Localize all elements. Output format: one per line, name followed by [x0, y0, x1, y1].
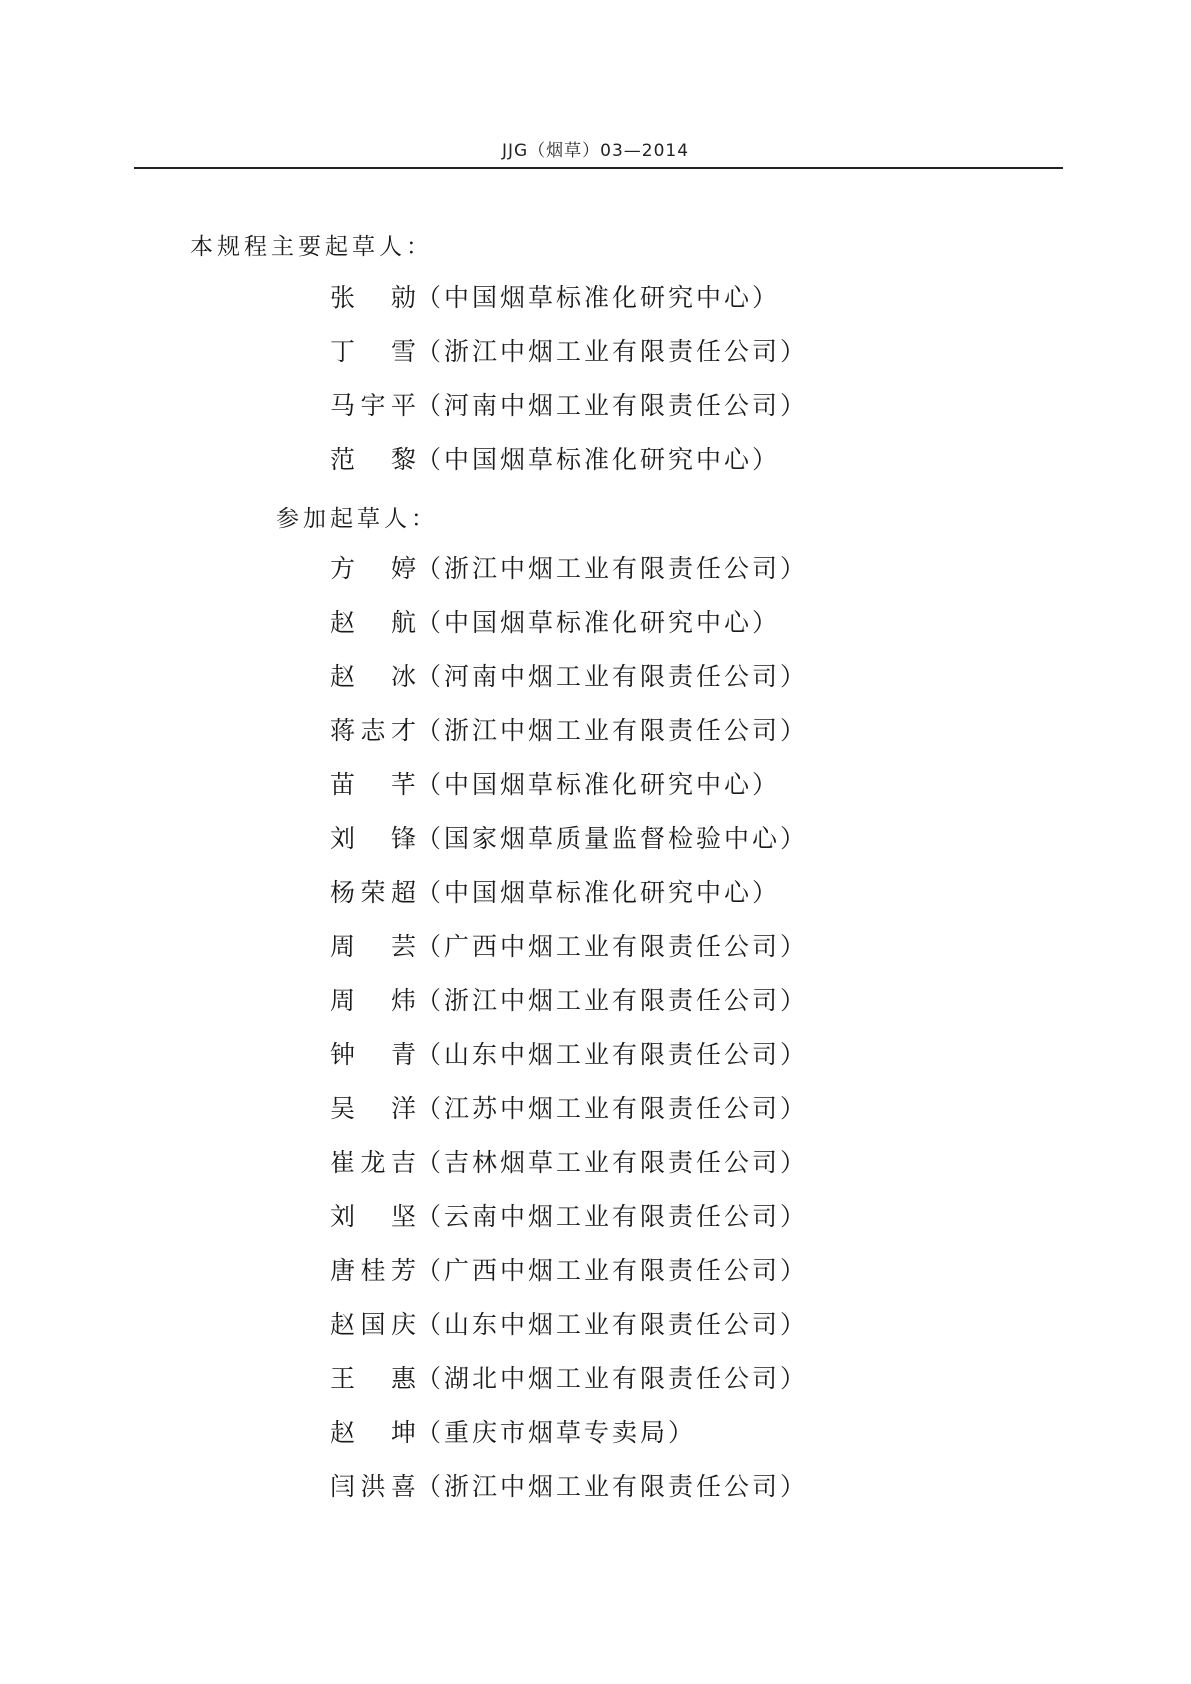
- participating-drafter-row: [330, 1195, 808, 1235]
- participating-drafter-row: [330, 1465, 808, 1505]
- participating-drafter-row: [330, 763, 780, 803]
- drafter-name: 蒋志才: [330, 716, 416, 745]
- drafter-org: （浙江中烟工业有限责任公司）: [416, 337, 809, 366]
- drafter-org: （浙江中烟工业有限责任公司）: [416, 716, 809, 745]
- drafter-name: 苗 芊: [330, 770, 416, 799]
- participating-drafter-row: [330, 979, 808, 1019]
- main-drafter-row: [330, 330, 808, 370]
- drafter-org: （中国烟草标准化研究中心）: [416, 445, 781, 474]
- participating-drafter-row: [330, 1411, 696, 1451]
- main-drafter-row: [330, 384, 808, 424]
- drafter-org: （山东中烟工业有限责任公司）: [416, 1310, 809, 1339]
- drafter-name: 唐桂芳: [330, 1256, 416, 1285]
- participating-drafter-row: [330, 1249, 808, 1289]
- drafter-name: 张 勍: [330, 283, 416, 312]
- drafter-name: 马宇平: [330, 391, 416, 420]
- main-drafter-row: [330, 438, 780, 478]
- drafter-org: （中国烟草标准化研究中心）: [416, 608, 781, 637]
- participating-drafter-row: [330, 655, 808, 695]
- drafter-org: （吉林烟草工业有限责任公司）: [416, 1148, 809, 1177]
- drafter-org: （国家烟草质量监督检验中心）: [416, 824, 809, 853]
- drafter-org: （湖北中烟工业有限责任公司）: [416, 1364, 809, 1393]
- participating-drafter-row: [330, 1357, 808, 1397]
- drafter-org: （中国烟草标准化研究中心）: [416, 283, 781, 312]
- drafter-name: 闫洪喜: [330, 1472, 416, 1501]
- participating-drafter-row: [330, 601, 780, 641]
- drafter-name: 刘 坚: [330, 1202, 416, 1231]
- drafter-org: （中国烟草标准化研究中心）: [416, 878, 781, 907]
- drafter-org: （广西中烟工业有限责任公司）: [416, 1256, 809, 1285]
- participating-drafter-row: [330, 871, 780, 911]
- drafter-name: 丁 雪: [330, 337, 416, 366]
- drafter-name: 方 婷: [330, 554, 416, 583]
- drafter-name: 赵 航: [330, 608, 416, 637]
- drafter-name: 周 炜: [330, 986, 416, 1015]
- drafter-name: 赵 冰: [330, 662, 416, 691]
- drafter-org: （浙江中烟工业有限责任公司）: [416, 986, 809, 1015]
- drafter-name: 钟 青: [330, 1040, 416, 1069]
- drafter-org: （河南中烟工业有限责任公司）: [416, 662, 809, 691]
- main-drafter-row: [330, 276, 780, 316]
- drafter-org: （云南中烟工业有限责任公司）: [416, 1202, 809, 1231]
- drafter-org: （河南中烟工业有限责任公司）: [416, 391, 809, 420]
- drafter-name: 王 惠: [330, 1364, 416, 1393]
- drafter-name: 范 黎: [330, 445, 416, 474]
- drafter-name: 杨荣超: [330, 878, 416, 907]
- page-header: JJG（烟草）03—2014: [501, 141, 690, 161]
- drafter-name: 赵 坤: [330, 1418, 416, 1447]
- header-divider: [134, 167, 1063, 169]
- drafter-org: （广西中烟工业有限责任公司）: [416, 932, 809, 961]
- drafter-org: （重庆市烟草专卖局）: [416, 1418, 697, 1447]
- participating-drafter-row: [330, 709, 808, 749]
- drafter-name: 吴 洋: [330, 1094, 416, 1123]
- drafter-name: 崔龙吉: [330, 1148, 416, 1177]
- participating-drafter-row: [330, 925, 808, 965]
- main-drafters-title: 本规程主要起草人：: [190, 234, 433, 260]
- participating-drafter-row: [330, 1141, 808, 1181]
- participating-drafter-row: [330, 1303, 808, 1343]
- drafter-name: 刘 锋: [330, 824, 416, 853]
- drafter-org: （浙江中烟工业有限责任公司）: [416, 554, 809, 583]
- drafter-name: 周 芸: [330, 932, 416, 961]
- drafter-name: 赵国庆: [330, 1310, 416, 1339]
- participating-drafters-title: 参加起草人：: [276, 506, 438, 532]
- participating-drafter-row: [330, 817, 808, 857]
- drafter-org: （中国烟草标准化研究中心）: [416, 770, 781, 799]
- drafter-org: （浙江中烟工业有限责任公司）: [416, 1472, 809, 1501]
- participating-drafter-row: [330, 547, 808, 587]
- drafter-org: （山东中烟工业有限责任公司）: [416, 1040, 809, 1069]
- participating-drafter-row: [330, 1087, 808, 1127]
- drafter-org: （江苏中烟工业有限责任公司）: [416, 1094, 809, 1123]
- participating-drafter-row: [330, 1033, 808, 1073]
